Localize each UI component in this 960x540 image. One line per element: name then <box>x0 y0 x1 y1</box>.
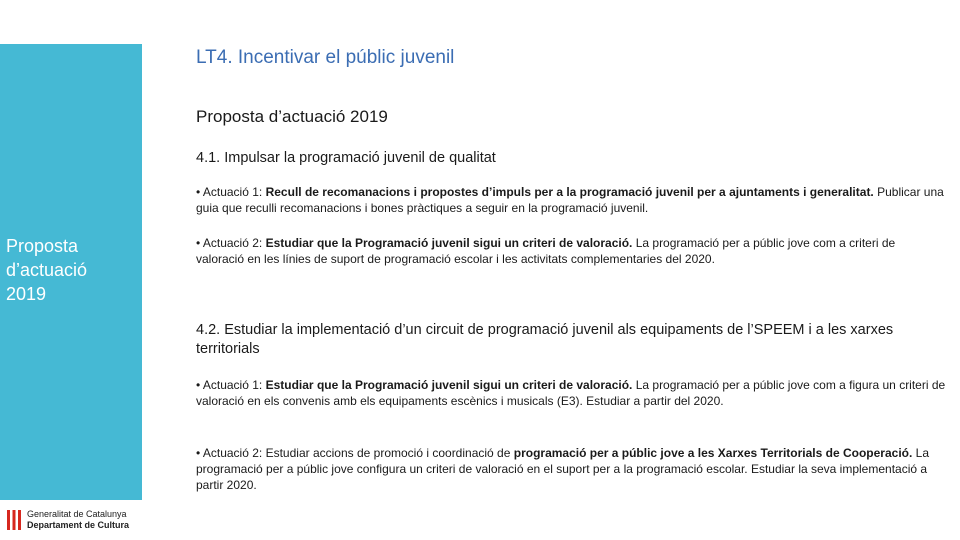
action-separator: : <box>258 236 266 250</box>
page-title: LT4. Incentivar el públic juvenil <box>196 47 455 68</box>
list-item-action-2-1 <box>196 377 946 409</box>
action-text: Publicar una guia que reculli recomanacions i bones pràctiques a seguir en la programació juvenil. <box>196 185 944 215</box>
action-bold-text: programació per a públic jove a les Xarxes Territorials de Cooperació. <box>513 446 913 460</box>
generalitat-logo <box>3 506 143 534</box>
sidebar-panel <box>0 44 142 500</box>
generalitat-flag-icon <box>5 508 23 532</box>
action-separator: : <box>258 378 266 392</box>
action-text: La programació per a públic jove com a criteri de valoració en les línies de suport de programació escolar i les activitats complementaries del 2020. <box>196 236 896 266</box>
action-text: La programació per a públic jove com a figura un criteri de valoració en els convenis amb els equipaments escènics i musicals (E3). Estudiar a partir del 2020. <box>196 378 946 408</box>
logo-line-1: Generalitat de Catalunya <box>27 509 127 519</box>
action-separator: : <box>258 446 266 460</box>
action-bold-text: Estudiar que la Programació juvenil sigui un criteri de valoració. <box>265 378 633 392</box>
action-label: Actuació 2 <box>202 236 259 250</box>
action-bold-text: Recull de recomanacions i propostes d’impuls per a la programació juvenil per a ajuntaments i generalitat. <box>265 185 874 199</box>
action-label: Actuació 1 <box>202 378 259 392</box>
page-subtitle: Proposta d’actuació 2019 <box>196 107 388 126</box>
section-heading-4-1: 4.1. Impulsar la programació juvenil de qualitat <box>196 150 496 166</box>
logo-text <box>27 509 129 530</box>
list-item-action-1-2 <box>196 235 946 267</box>
bullet: • <box>196 446 203 460</box>
sidebar-title: Proposta d’actuació 2019 <box>6 236 88 304</box>
bullet: • <box>196 236 203 250</box>
bullet: • <box>196 185 203 199</box>
action-text: La programació per a públic jove configura un criteri de valoració en el suport per a la programació escolar. Estudiar la seva implementació a partir 2020. <box>196 446 930 492</box>
logo-line-2: Departament de Cultura <box>27 519 130 530</box>
section-heading-4-2: 4.2. Estudiar la implementació d’un circuit de programació juvenil als equipaments de l’SPEEM i a les xarxes territorials <box>196 322 894 357</box>
action-label: Actuació 1 <box>202 185 259 199</box>
action-label: Actuació 2 <box>202 446 259 460</box>
action-separator: : <box>258 185 266 199</box>
bullet: • <box>196 378 203 392</box>
list-item-action-2-2 <box>196 445 946 493</box>
action-pre-text: Estudiar accions de promoció i coordinació de <box>265 446 514 460</box>
list-item-action-1-1 <box>196 184 946 216</box>
action-bold-text: Estudiar que la Programació juvenil sigui un criteri de valoració. <box>265 236 633 250</box>
